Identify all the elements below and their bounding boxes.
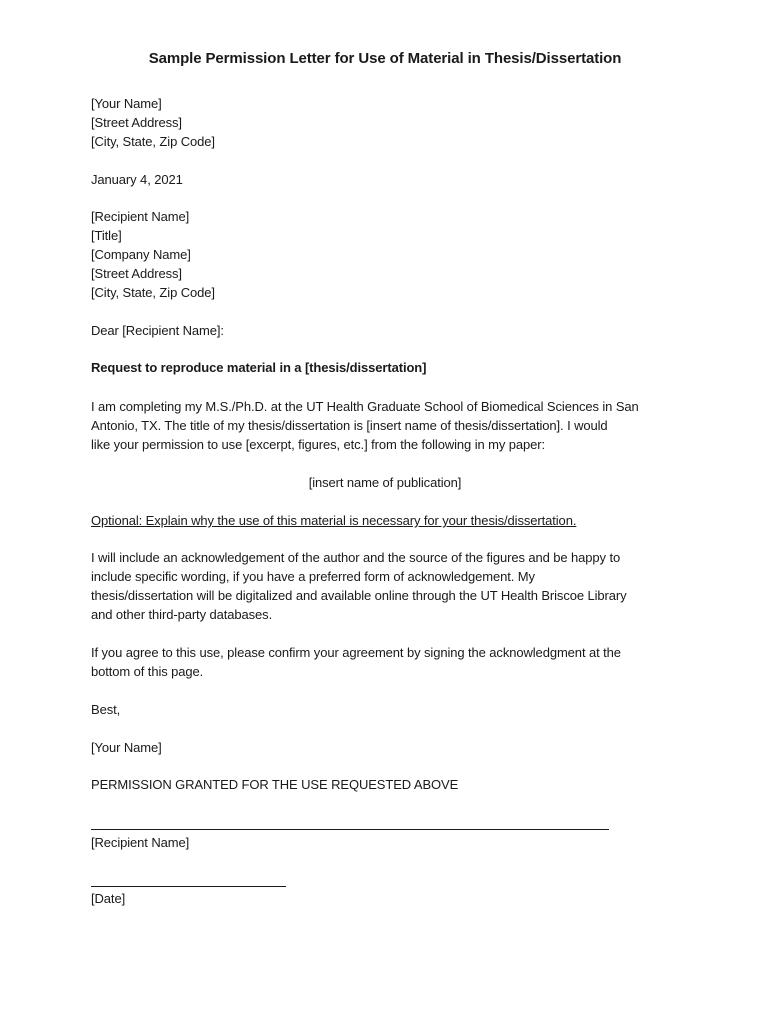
signature-name: [Your Name] bbox=[91, 740, 162, 755]
recipient-signature-line bbox=[91, 829, 609, 830]
para2-line: and other third-party databases. bbox=[91, 607, 273, 622]
para1-line: Antonio, TX. The title of my thesis/dissertation is [insert name of thesis/dissertation]. I would bbox=[91, 418, 608, 433]
date-signature-label: [Date] bbox=[91, 891, 126, 906]
sender-name: [Your Name] bbox=[91, 96, 162, 111]
publication-name: [insert name of publication] bbox=[308, 475, 462, 490]
recipient-street: [Street Address] bbox=[91, 266, 182, 281]
recipient-city: [City, State, Zip Code] bbox=[91, 285, 215, 300]
closing: Best, bbox=[91, 702, 121, 717]
para3-line: If you agree to this use, please confirm your agreement by signing the acknowledgment at the bbox=[91, 645, 621, 660]
recipient-name: [Recipient Name] bbox=[91, 209, 190, 224]
para2-line: I will include an acknowledgement of the author and the source of the figures and be happy to bbox=[91, 550, 621, 565]
salutation: Dear [Recipient Name]: bbox=[91, 323, 224, 338]
recipient-title: [Title] bbox=[91, 228, 122, 243]
letter-date: January 4, 2021 bbox=[91, 172, 183, 187]
para1-line: I am completing my M.S./Ph.D. at the UT Health Graduate School of Biomedical Sciences in San bbox=[91, 399, 639, 414]
para2-line: thesis/dissertation will be digitalized and available online through the UT Health Briscoe Library bbox=[91, 588, 627, 603]
recipient-signature-label: [Recipient Name] bbox=[91, 835, 190, 850]
page-title: Sample Permission Letter for Use of Material in Thesis/Dissertation bbox=[148, 50, 622, 67]
optional-note: Optional: Explain why the use of this material is necessary for your thesis/dissertation. bbox=[91, 513, 577, 528]
sender-city: [City, State, Zip Code] bbox=[91, 134, 215, 149]
para1-line: like your permission to use [excerpt, figures, etc.] from the following in my paper: bbox=[91, 437, 546, 452]
date-signature-line bbox=[91, 886, 286, 887]
para3-line: bottom of this page. bbox=[91, 664, 204, 679]
subject-line: Request to reproduce material in a [thesis/dissertation] bbox=[91, 360, 427, 375]
permission-granted: PERMISSION GRANTED FOR THE USE REQUESTED ABOVE bbox=[91, 777, 459, 792]
sender-street: [Street Address] bbox=[91, 115, 182, 130]
recipient-company: [Company Name] bbox=[91, 247, 191, 262]
para2-line: include specific wording, if you have a preferred form of acknowledgement. My bbox=[91, 569, 535, 584]
